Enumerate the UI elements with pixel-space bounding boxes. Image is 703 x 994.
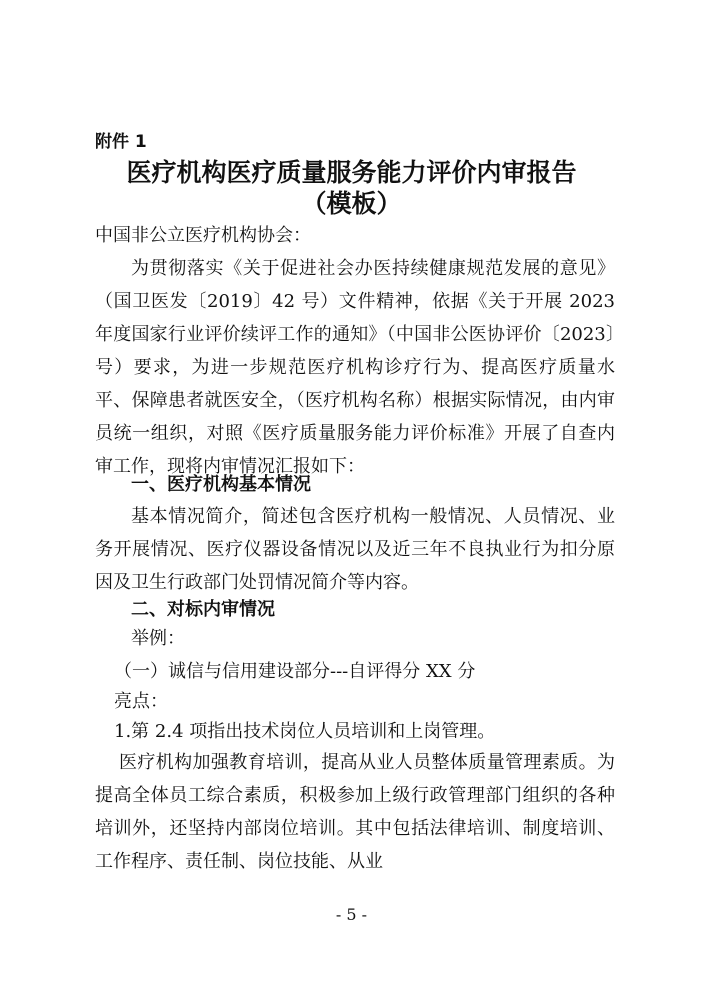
item-paragraph: 医疗机构加强教育培训，提高从业人员整体质量管理素质。为提高全体员工综合素质，积极参加上级行政管理部门组织的各种培训外，还坚持内部岗位培训。其中包括法律培训、制度培训、工作程序、责任制、岗位技能、从业 (95, 752, 615, 872)
section-heading-basic-info: 一、医疗机构基本情况 (131, 474, 311, 495)
page-number: - 5 - (335, 905, 368, 924)
list-item: 1.第 2.4 项指出技术岗位人员培训和上岗管理。 (114, 721, 496, 742)
intro-paragraph: 为贯彻落实《关于促进社会办医持续健康规范发展的意见》（国卫医发〔2019〕42 号）文件精神，依据《关于开展 2023 年度国家行业评价续评工作的通知》（中国非公医协评价〔2023〕号）要求，为进一步规范医疗机构诊疗行为、提高医疗质量水平、保障患者就医安全，（医疗机构名称）根据实际情况，由内审员统一组织，对照《医疗质量服务能力评价标准》开展了自查内审工作，现将内审情况汇报如下： (95, 258, 615, 477)
example-label: 举例： (131, 628, 185, 649)
addressee: 中国非公立医疗机构协会： (95, 225, 311, 246)
highlights-label: 亮点： (114, 691, 168, 712)
section-heading-internal-audit: 二、对标内审情况 (131, 599, 275, 620)
document-title: 医疗机构医疗质量服务能力评价内审报告 (126, 158, 577, 187)
document-subtitle: （模板） (301, 189, 402, 218)
basic-info-paragraph: 基本情况简介，简述包含医疗机构一般情况、人员情况、业务开展情况、医疗仪器设备情况以及近三年不良执业行为扣分原因及卫生行政部门处罚情况简介等内容。 (95, 506, 615, 593)
attachment-label: 附件 1 (95, 132, 147, 152)
subsection-heading-integrity: （一）诚信与信用建设部分---自评得分 XX 分 (114, 661, 476, 682)
